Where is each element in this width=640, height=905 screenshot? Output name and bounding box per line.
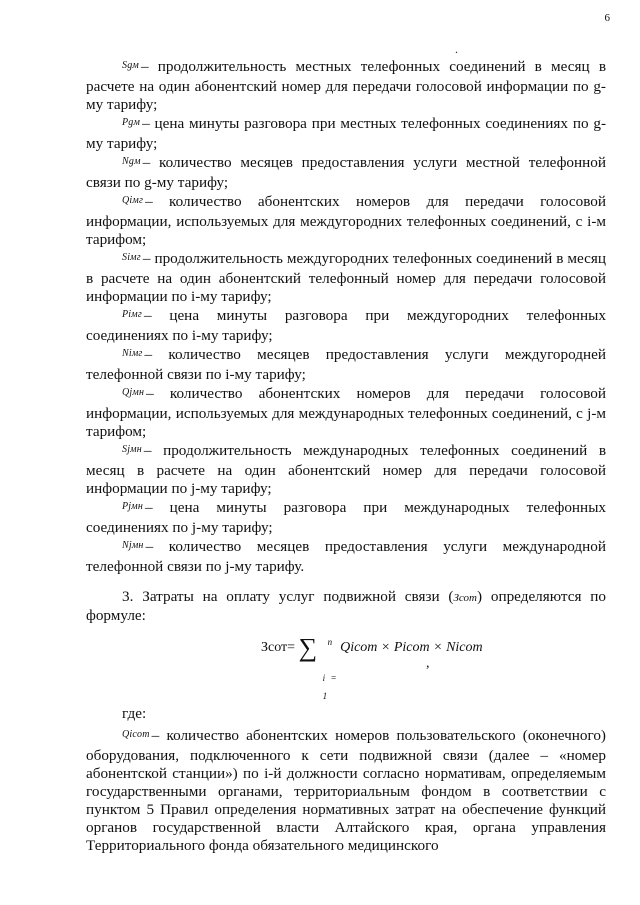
definition-bottom — [86, 727, 606, 855]
definition-symbol: Qiмг — [122, 195, 144, 206]
formula-body: Qicom × Picom × Nicom — [340, 640, 483, 656]
definition-symbol: Niмг — [122, 348, 143, 359]
definition-item — [86, 154, 606, 192]
definition-text: – продолжительность междугородних телефонных соединений в месяц в расчете на один абонентский телефонный номер для передачи голосовой информации по i-му тарифу; — [86, 250, 606, 305]
definition-text: – количество месяцев предоставления услуги междугородней телефонной связи по i-му тарифу; — [86, 346, 606, 383]
formula-lhs: Зсот — [261, 640, 288, 656]
definition-bottom-symbol: Qicom — [122, 729, 150, 740]
stray-dot: . — [455, 42, 458, 56]
definition-item — [86, 58, 606, 114]
definition-item — [86, 193, 606, 249]
definition-text: – цена минуты разговора при международных телефонных соединениях по j-му тарифу; — [86, 499, 606, 536]
sum-upper-limit: n — [327, 637, 333, 647]
page-number: 6 — [604, 12, 610, 24]
formula-sum — [298, 633, 337, 701]
definition-symbol: Ngм — [122, 156, 141, 167]
definition-symbol: Pjмн — [122, 501, 144, 512]
definition-item — [86, 115, 606, 153]
formula-trailing-comma: , — [426, 656, 430, 671]
definition-text: – цена минуты разговора при местных телефонных соединениях по g-му тарифу; — [86, 115, 606, 152]
definition-item — [86, 442, 606, 498]
section-3-text-after: ) определяются по формуле: — [86, 588, 606, 624]
definitions-list — [86, 58, 606, 576]
definition-item — [86, 307, 606, 345]
definition-text: – количество месяцев предоставления услуги международной телефонной связи по j-му тарифу. — [86, 538, 606, 575]
formula-equals: = — [287, 640, 296, 656]
definition-text: – количество абонентских номеров для передачи голосовой информации, используемых для международных телефонных соединений, с j-м тарифом; — [86, 385, 606, 440]
definition-text: – продолжительность международных телефонных соединений в месяц в расчете на один абонентский номер для передачи голосовой информации по j-му тарифу; — [86, 442, 606, 497]
section-3-symbol: Зсот — [453, 592, 477, 604]
definition-symbol: Sgм — [122, 60, 139, 71]
definition-item — [86, 538, 606, 576]
sigma-symbol: ∑ — [298, 633, 318, 662]
where-label: где: — [122, 705, 147, 722]
definition-bottom-text: – количество абонентских номеров пользовательского (оконечного) оборудования, подключенного к сети подвижной связи (далее – «номер абонентской станции») по i-й должности согласно нормативам, определяемым государственными органами, территориальным фондом в соответствии с пунктом 5 Правил определения нормативных затрат на обеспечение функций органов государственной власти Алтайского края, органа управления Территориального фонда обязательного медицинского — [86, 727, 606, 854]
formula — [86, 633, 606, 701]
definition-item — [86, 250, 606, 306]
sum-lower-limit: i = 1 — [322, 673, 337, 701]
definition-symbol: Pgм — [122, 117, 141, 128]
formula-expression — [261, 633, 483, 701]
section-3-text-before: 3. Затраты на оплату услуг подвижной связи ( — [122, 588, 454, 605]
definition-text: – цена минуты разговора при междугородних телефонных соединениях по i-му тарифу; — [86, 307, 606, 344]
definition-text: – количество месяцев предоставления услуги местной телефонной связи по g-му тарифу; — [86, 154, 606, 191]
definition-symbol: Qjмн — [122, 387, 145, 398]
definition-text: – количество абонентских номеров для передачи голосовой информации, используемых для междугородних телефонных соединений, с i-м тарифом; — [86, 193, 606, 248]
definition-item — [86, 346, 606, 384]
definition-item — [86, 385, 606, 441]
definition-symbol: Siмг — [122, 252, 141, 263]
section-3-paragraph — [86, 588, 606, 625]
definition-text: – продолжительность местных телефонных соединений в месяц в расчете на один абонентский номер для передачи голосовой информации по g-му тарифу; — [86, 58, 606, 113]
definition-symbol: Piмг — [122, 309, 142, 320]
definition-symbol: Njмн — [122, 540, 144, 551]
definition-item — [86, 499, 606, 537]
definition-symbol: Sjмн — [122, 444, 142, 455]
document-body — [86, 58, 606, 856]
